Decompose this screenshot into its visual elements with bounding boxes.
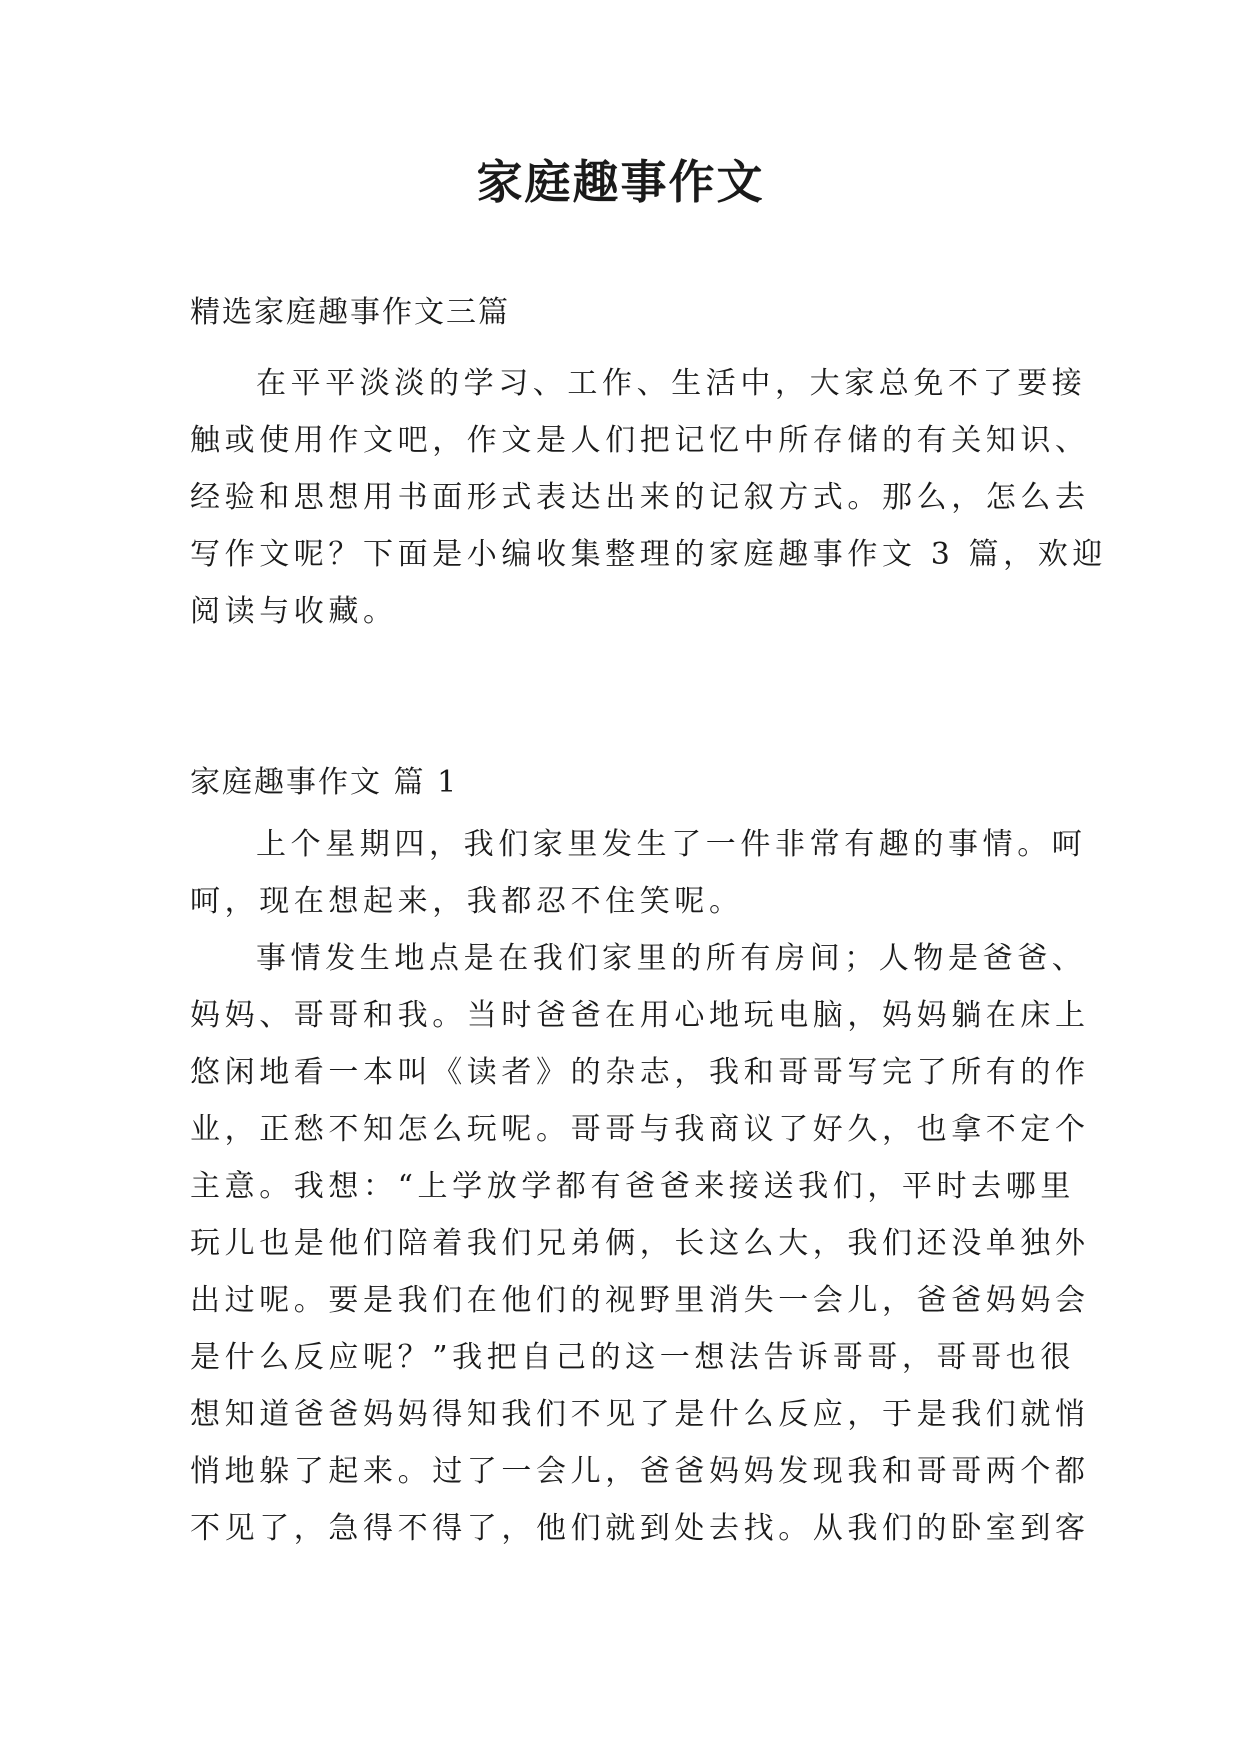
paragraph-line: 主意。我想：“上学放学都有爸爸来接送我们，平时去哪里 <box>190 1169 1075 1204</box>
paragraph-line: 事情发生地点是在我们家里的所有房间；人物是爸爸、 <box>256 941 1087 976</box>
document-subtitle: 精选家庭趣事作文三篇 <box>190 295 510 330</box>
paragraph-line: 出过呢。要是我们在他们的视野里消失一会儿，爸爸妈妈会 <box>190 1283 1090 1318</box>
intro-line: 在平平淡淡的学习、工作、生活中，大家总免不了要接 <box>256 366 1087 401</box>
paragraph-line: 呵，现在想起来，我都忍不住笑呢。 <box>190 884 744 919</box>
paragraph-line: 玩儿也是他们陪着我们兄弟俩，长这么大，我们还没单独外 <box>190 1226 1090 1261</box>
paragraph-line: 想知道爸爸妈妈得知我们不见了是什么反应，于是我们就悄 <box>190 1397 1090 1432</box>
section-paragraph-1 <box>190 816 1087 930</box>
paragraph-line: 不见了，急得不得了，他们就到处去找。从我们的卧室到客 <box>190 1511 1090 1546</box>
section-paragraph-2 <box>190 930 1090 1557</box>
intro-line: 写作文呢？下面是小编收集整理的家庭趣事作文 3 篇，欢迎 <box>190 537 1107 572</box>
intro-line: 触或使用作文吧，作文是人们把记忆中所存储的有关知识、 <box>190 423 1090 458</box>
paragraph-line: 悄地躲了起来。过了一会儿，爸爸妈妈发现我和哥哥两个都 <box>190 1454 1090 1489</box>
document-title: 家庭趣事作文 <box>476 155 765 209</box>
paragraph-line: 是什么反应呢？”我把自己的这一想法告诉哥哥，哥哥也很 <box>190 1340 1075 1375</box>
section-heading: 家庭趣事作文 篇 1 <box>190 765 459 800</box>
paragraph-line: 上个星期四，我们家里发生了一件非常有趣的事情。呵 <box>256 827 1087 862</box>
paragraph-line: 业，正愁不知怎么玩呢。哥哥与我商议了好久，也拿不定个 <box>190 1112 1090 1147</box>
intro-paragraph <box>190 355 1107 640</box>
intro-line: 阅读与收藏。 <box>190 594 398 629</box>
paragraph-line: 妈妈、哥哥和我。当时爸爸在用心地玩电脑，妈妈躺在床上 <box>190 998 1090 1033</box>
paragraph-line: 悠闲地看一本叫《读者》的杂志，我和哥哥写完了所有的作 <box>190 1055 1090 1090</box>
intro-line: 经验和思想用书面形式表达出来的记叙方式。那么，怎么去 <box>190 480 1090 515</box>
